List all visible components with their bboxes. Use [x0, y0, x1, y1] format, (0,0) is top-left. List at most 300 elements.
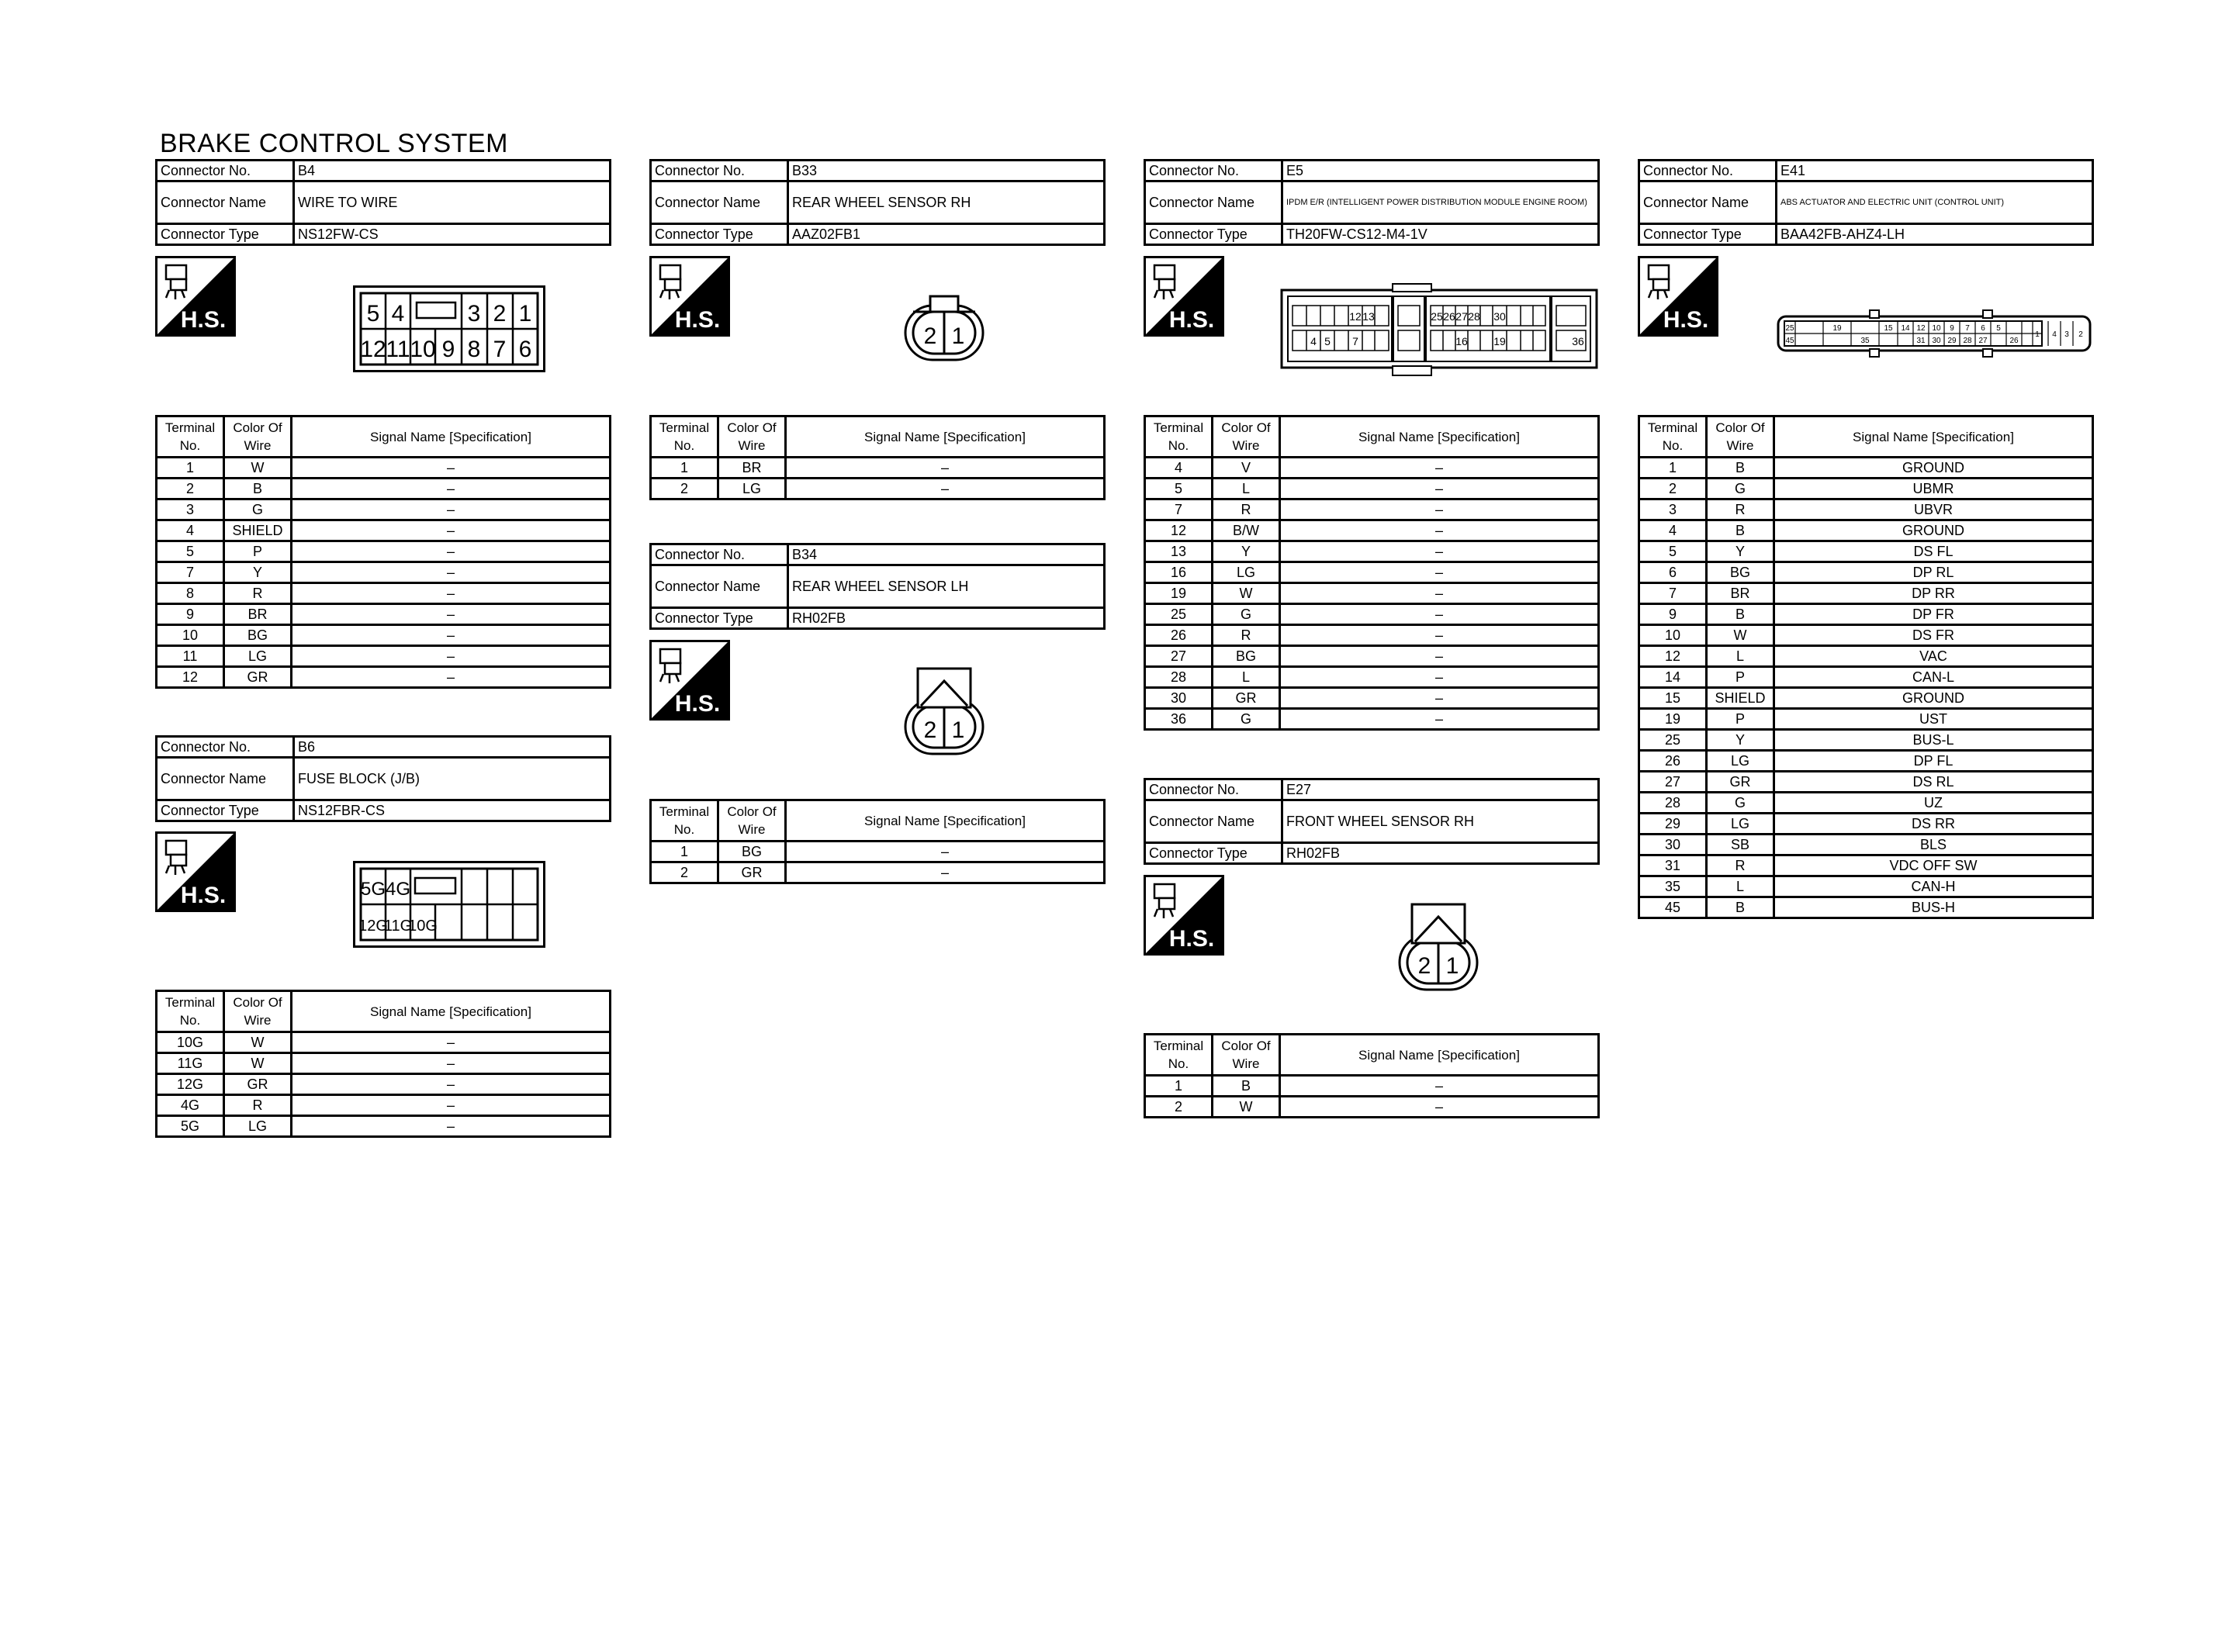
signal-name-cell: GROUND — [1774, 520, 2093, 541]
connector-type: BAA42FB-AHZ4-LH — [1777, 224, 2093, 245]
table-row — [1639, 479, 2093, 499]
svg-text:10G: 10G — [408, 918, 438, 935]
wire-color-cell: P — [224, 541, 292, 562]
table-row — [157, 520, 611, 541]
terminal-no-cell: 5 — [1639, 541, 1707, 562]
connector-name: FUSE BLOCK (J/B) — [294, 758, 611, 800]
connector-no: E41 — [1777, 161, 2093, 181]
terminal-no-header: Terminal No. — [1145, 416, 1213, 458]
table-row — [1145, 646, 1599, 667]
label: Connector Type — [1145, 843, 1282, 864]
signal-name-cell: – — [1280, 646, 1599, 667]
signal-name-cell: – — [292, 562, 611, 583]
terminal-no-cell: 10 — [1639, 625, 1707, 646]
svg-text:15: 15 — [1884, 324, 1893, 333]
label: Connector Type — [157, 224, 294, 245]
wire-color-cell: W — [1707, 625, 1774, 646]
svg-text:30: 30 — [1932, 337, 1941, 345]
svg-text:6: 6 — [1981, 324, 1985, 333]
connector-b4-diagram — [353, 285, 545, 372]
connector-b4-terminal-table — [155, 415, 611, 689]
table-row — [157, 1053, 611, 1074]
terminal-no-cell: 4 — [157, 520, 224, 541]
signal-name-cell: – — [1280, 541, 1599, 562]
terminal-no-cell: 1 — [651, 458, 718, 479]
wire-color-cell: BR — [224, 604, 292, 625]
table-row — [157, 562, 611, 583]
terminal-no-header: Terminal No. — [157, 416, 224, 458]
terminal-no-cell: 1 — [1639, 458, 1707, 479]
svg-text:11: 11 — [386, 337, 410, 362]
label: Connector Type — [651, 608, 788, 629]
signal-name-cell: – — [292, 458, 611, 479]
harness-side-icon — [155, 256, 236, 337]
terminal-no-cell: 7 — [1639, 583, 1707, 604]
terminal-no-cell: 26 — [1145, 625, 1213, 646]
terminal-no-cell: 27 — [1639, 772, 1707, 793]
svg-text:35: 35 — [1860, 337, 1870, 345]
connector-name: REAR WHEEL SENSOR LH — [788, 565, 1105, 608]
wire-color-cell: LG — [224, 1116, 292, 1137]
svg-text:12: 12 — [1916, 324, 1926, 333]
svg-text:2: 2 — [923, 323, 937, 349]
wire-color-cell: R — [224, 583, 292, 604]
svg-text:3: 3 — [2064, 330, 2069, 339]
terminal-no-cell: 30 — [1639, 835, 1707, 855]
signal-name-cell: CAN-L — [1774, 667, 2093, 688]
color-of-wire-header: Color Of Wire — [718, 416, 786, 458]
label: Connector Name — [1145, 181, 1282, 224]
signal-name-cell: VAC — [1774, 646, 2093, 667]
svg-text:9: 9 — [1950, 324, 1954, 333]
svg-text:3: 3 — [467, 301, 481, 327]
svg-text:45: 45 — [1785, 337, 1794, 345]
signal-name-cell: BUS-H — [1774, 897, 2093, 918]
wire-color-cell: W — [224, 458, 292, 479]
svg-text:31: 31 — [1916, 337, 1926, 345]
signal-name-cell: UZ — [1774, 793, 2093, 814]
wire-color-cell: P — [1707, 709, 1774, 730]
terminal-no-header: Terminal No. — [651, 416, 718, 458]
wire-color-cell: V — [1213, 458, 1280, 479]
connector-b4-header — [155, 159, 611, 246]
table-row — [1639, 604, 2093, 625]
signal-name-cell: – — [292, 479, 611, 499]
signal-name-cell: – — [1280, 625, 1599, 646]
connector-b33-diagram — [902, 295, 986, 363]
signal-name-cell: – — [1280, 604, 1599, 625]
svg-text:25: 25 — [1785, 324, 1794, 333]
connector-type: NS12FW-CS — [294, 224, 611, 245]
table-row — [1639, 772, 2093, 793]
table-row — [1145, 667, 1599, 688]
connector-b6-terminal-table — [155, 990, 611, 1138]
terminal-no-header: Terminal No. — [1145, 1035, 1213, 1076]
wire-color-cell: R — [1707, 499, 1774, 520]
label: Connector Name — [157, 758, 294, 800]
signal-name-cell: – — [292, 646, 611, 667]
wire-color-cell: BG — [1707, 562, 1774, 583]
connector-b6-diagram — [353, 861, 545, 948]
wire-color-cell: W — [224, 1053, 292, 1074]
svg-text:27: 27 — [1978, 337, 1988, 345]
wire-color-cell: Y — [1707, 541, 1774, 562]
terminal-no-cell: 6 — [1639, 562, 1707, 583]
signal-name-cell: BLS — [1774, 835, 2093, 855]
signal-name-cell: – — [292, 604, 611, 625]
wire-color-cell: BG — [718, 842, 786, 862]
signal-name-cell: – — [292, 1095, 611, 1116]
table-row — [1145, 1076, 1599, 1097]
wire-color-cell: L — [1707, 646, 1774, 667]
wire-color-cell: BR — [1707, 583, 1774, 604]
terminal-no-header: Terminal No. — [1639, 416, 1707, 458]
table-row — [157, 646, 611, 667]
signal-name-cell: DS RL — [1774, 772, 2093, 793]
connector-b33-terminal-table — [649, 415, 1106, 500]
connector-name: WIRE TO WIRE — [294, 181, 611, 224]
connector-type: RH02FB — [1282, 843, 1599, 864]
connector-e41-header — [1638, 159, 2094, 246]
terminal-no-cell: 1 — [1145, 1076, 1213, 1097]
signal-name-cell: UBMR — [1774, 479, 2093, 499]
terminal-no-cell: 28 — [1639, 793, 1707, 814]
wire-color-cell: G — [1707, 793, 1774, 814]
signal-name-cell: DS FL — [1774, 541, 2093, 562]
signal-name-cell: – — [1280, 479, 1599, 499]
wire-color-cell: R — [224, 1095, 292, 1116]
svg-text:2: 2 — [1417, 953, 1431, 979]
signal-name-cell: VDC OFF SW — [1774, 855, 2093, 876]
svg-text:2: 2 — [493, 301, 507, 327]
table-row — [1639, 709, 2093, 730]
wire-color-cell: G — [224, 499, 292, 520]
harness-side-icon — [1638, 256, 1718, 337]
table-row — [1639, 541, 2093, 562]
harness-side-icon — [1144, 256, 1224, 337]
table-row — [1145, 604, 1599, 625]
wire-color-cell: LG — [1707, 751, 1774, 772]
signal-name-cell: – — [292, 583, 611, 604]
terminal-no-cell: 19 — [1639, 709, 1707, 730]
connector-no: B34 — [788, 544, 1105, 565]
connector-type: TH20FW-CS12-M4-1V — [1282, 224, 1599, 245]
table-row — [651, 458, 1105, 479]
terminal-no-cell: 13 — [1145, 541, 1213, 562]
svg-text:27: 27 — [1455, 310, 1468, 323]
table-row — [651, 842, 1105, 862]
svg-text:7: 7 — [493, 337, 507, 362]
connector-e5-diagram — [1280, 282, 1598, 377]
table-row — [157, 1074, 611, 1095]
svg-text:7: 7 — [1352, 335, 1358, 347]
svg-text:1: 1 — [951, 323, 965, 349]
terminal-no-cell: 4 — [1639, 520, 1707, 541]
wire-color-cell: LG — [224, 646, 292, 667]
connector-e27-diagram — [1396, 901, 1480, 993]
table-row — [1639, 520, 2093, 541]
connector-name: ABS ACTUATOR AND ELECTRIC UNIT (CONTROL UNIT) — [1777, 181, 2093, 224]
label: Connector Name — [157, 181, 294, 224]
harness-side-icon — [155, 831, 236, 912]
terminal-no-cell: 12 — [1639, 646, 1707, 667]
color-of-wire-header: Color Of Wire — [1707, 416, 1774, 458]
terminal-no-cell: 9 — [157, 604, 224, 625]
svg-text:19: 19 — [1493, 335, 1506, 347]
table-row — [157, 458, 611, 479]
label: Connector Name — [1145, 800, 1282, 843]
table-row — [157, 499, 611, 520]
table-row — [1639, 667, 2093, 688]
svg-text:14: 14 — [1901, 324, 1910, 333]
svg-text:H.S.: H.S. — [674, 691, 721, 717]
label: Connector Type — [1145, 224, 1282, 245]
label: Connector No. — [1639, 161, 1777, 181]
table-row — [1145, 583, 1599, 604]
table-row — [157, 625, 611, 646]
table-row — [1639, 876, 2093, 897]
signal-name-cell: GROUND — [1774, 688, 2093, 709]
signal-name-header: Signal Name [Specification] — [1774, 416, 2093, 458]
svg-text:10: 10 — [1932, 324, 1941, 333]
terminal-no-cell: 10G — [157, 1032, 224, 1053]
table-row — [1639, 583, 2093, 604]
label: Connector Type — [651, 224, 788, 245]
table-row — [157, 583, 611, 604]
label: Connector No. — [157, 737, 294, 758]
table-row — [1145, 541, 1599, 562]
label: Connector Type — [1639, 224, 1777, 245]
signal-name-cell: UBVR — [1774, 499, 2093, 520]
signal-name-cell: – — [292, 520, 611, 541]
table-row — [1639, 835, 2093, 855]
terminal-no-cell: 10 — [157, 625, 224, 646]
table-row — [1145, 562, 1599, 583]
wire-color-cell: BR — [718, 458, 786, 479]
color-of-wire-header: Color Of Wire — [1213, 416, 1280, 458]
svg-text:12: 12 — [1349, 310, 1362, 323]
wire-color-cell: LG — [1213, 562, 1280, 583]
signal-name-cell: – — [1280, 520, 1599, 541]
terminal-no-cell: 4 — [1145, 458, 1213, 479]
signal-name-cell: – — [1280, 1076, 1599, 1097]
color-of-wire-header: Color Of Wire — [1213, 1035, 1280, 1076]
wire-color-cell: GR — [224, 1074, 292, 1095]
wire-color-cell: G — [1707, 479, 1774, 499]
svg-text:12: 12 — [360, 337, 386, 362]
svg-text:12G: 12G — [358, 918, 388, 935]
table-row — [1145, 499, 1599, 520]
label: Connector No. — [157, 161, 294, 181]
wire-color-cell: L — [1213, 479, 1280, 499]
table-row — [157, 1116, 611, 1137]
signal-name-cell: DP FL — [1774, 751, 2093, 772]
signal-name-cell: – — [292, 1053, 611, 1074]
svg-text:11G: 11G — [383, 918, 413, 935]
terminal-no-cell: 19 — [1145, 583, 1213, 604]
terminal-no-cell: 7 — [157, 562, 224, 583]
signal-name-cell: CAN-H — [1774, 876, 2093, 897]
wire-color-cell: BG — [224, 625, 292, 646]
terminal-no-cell: 30 — [1145, 688, 1213, 709]
terminal-no-header: Terminal No. — [157, 991, 224, 1032]
svg-text:5: 5 — [1324, 335, 1331, 347]
wire-color-cell: R — [1213, 625, 1280, 646]
connector-name: IPDM E/R (INTELLIGENT POWER DISTRIBUTION MODULE ENGINE ROOM) — [1282, 181, 1599, 224]
terminal-no-cell: 9 — [1639, 604, 1707, 625]
svg-text:28: 28 — [1963, 337, 1972, 345]
svg-text:1: 1 — [951, 717, 965, 743]
signal-name-cell: – — [292, 1032, 611, 1053]
wire-color-cell: B — [1707, 897, 1774, 918]
svg-text:H.S.: H.S. — [674, 307, 721, 333]
wire-color-cell: GR — [224, 667, 292, 688]
connector-type: RH02FB — [788, 608, 1105, 629]
signal-name-cell: – — [1280, 499, 1599, 520]
harness-side-icon — [649, 640, 730, 721]
wire-color-cell: B — [1707, 520, 1774, 541]
label: Connector Name — [651, 181, 788, 224]
table-row — [1145, 688, 1599, 709]
table-row — [1145, 1097, 1599, 1118]
terminal-no-cell: 2 — [651, 479, 718, 499]
table-row — [1145, 458, 1599, 479]
svg-text:7: 7 — [1965, 324, 1970, 333]
terminal-no-cell: 35 — [1639, 876, 1707, 897]
table-row — [1145, 479, 1599, 499]
signal-name-header: Signal Name [Specification] — [292, 991, 611, 1032]
label: Connector No. — [1145, 779, 1282, 800]
terminal-no-cell: 28 — [1145, 667, 1213, 688]
connector-no: E27 — [1282, 779, 1599, 800]
signal-name-cell: GROUND — [1774, 458, 2093, 479]
wire-color-cell: L — [1707, 876, 1774, 897]
connector-b6-header — [155, 735, 611, 822]
terminal-no-cell: 5 — [1145, 479, 1213, 499]
terminal-no-cell: 2 — [1639, 479, 1707, 499]
signal-name-cell: – — [292, 1116, 611, 1137]
wire-color-cell: GR — [718, 862, 786, 883]
table-row — [1639, 897, 2093, 918]
svg-text:19: 19 — [1832, 324, 1842, 333]
table-row — [651, 479, 1105, 499]
svg-text:26: 26 — [1443, 310, 1455, 323]
svg-text:H.S.: H.S. — [1168, 926, 1215, 952]
signal-name-cell: – — [292, 499, 611, 520]
signal-name-cell: – — [1280, 583, 1599, 604]
terminal-no-cell: 25 — [1639, 730, 1707, 751]
table-row — [157, 1095, 611, 1116]
svg-text:1: 1 — [1445, 953, 1459, 979]
signal-name-cell: – — [1280, 458, 1599, 479]
wire-color-cell: Y — [1707, 730, 1774, 751]
svg-text:9: 9 — [441, 337, 455, 362]
connector-name: FRONT WHEEL SENSOR RH — [1282, 800, 1599, 843]
terminal-no-cell: 29 — [1639, 814, 1707, 835]
svg-text:1: 1 — [518, 301, 532, 327]
svg-text:28: 28 — [1468, 310, 1480, 323]
wire-color-cell: GR — [1213, 688, 1280, 709]
wire-color-cell: B — [1707, 604, 1774, 625]
terminal-no-cell: 12G — [157, 1074, 224, 1095]
terminal-no-cell: 26 — [1639, 751, 1707, 772]
terminal-no-cell: 2 — [157, 479, 224, 499]
terminal-no-cell: 45 — [1639, 897, 1707, 918]
terminal-no-cell: 4G — [157, 1095, 224, 1116]
connector-e41-terminal-table — [1638, 415, 2094, 919]
table-row — [1145, 520, 1599, 541]
terminal-no-cell: 5 — [157, 541, 224, 562]
terminal-no-cell: 11G — [157, 1053, 224, 1074]
connector-no: B6 — [294, 737, 611, 758]
wire-color-cell: R — [1707, 855, 1774, 876]
svg-text:5: 5 — [366, 301, 380, 327]
wire-color-cell: SHIELD — [1707, 688, 1774, 709]
signal-name-cell: – — [292, 625, 611, 646]
wire-color-cell: R — [1213, 499, 1280, 520]
svg-text:8: 8 — [467, 337, 481, 362]
signal-name-cell: DS FR — [1774, 625, 2093, 646]
svg-text:10: 10 — [410, 337, 436, 362]
table-row — [1639, 625, 2093, 646]
table-row — [1639, 855, 2093, 876]
signal-name-cell: UST — [1774, 709, 2093, 730]
signal-name-cell: – — [786, 479, 1105, 499]
table-row — [1639, 688, 2093, 709]
svg-text:2: 2 — [2078, 330, 2083, 339]
connector-type: NS12FBR-CS — [294, 800, 611, 821]
harness-side-icon — [1144, 875, 1224, 956]
table-row — [1145, 625, 1599, 646]
svg-text:1: 1 — [2035, 330, 2040, 339]
table-row — [1639, 562, 2093, 583]
label: Connector Name — [1639, 181, 1777, 224]
wire-color-cell: G — [1213, 604, 1280, 625]
svg-text:29: 29 — [1947, 337, 1957, 345]
svg-text:36: 36 — [1572, 335, 1584, 347]
terminal-no-cell: 36 — [1145, 709, 1213, 730]
terminal-no-cell: 27 — [1145, 646, 1213, 667]
connector-no: B4 — [294, 161, 611, 181]
wire-color-cell: GR — [1707, 772, 1774, 793]
table-row — [1639, 730, 2093, 751]
signal-name-cell: – — [786, 862, 1105, 883]
connector-e41-diagram — [1777, 307, 2092, 361]
connector-b34-diagram — [902, 665, 986, 757]
wire-color-cell: LG — [718, 479, 786, 499]
svg-text:H.S.: H.S. — [180, 883, 227, 908]
signal-name-cell: – — [292, 541, 611, 562]
terminal-no-cell: 14 — [1639, 667, 1707, 688]
signal-name-header: Signal Name [Specification] — [1280, 416, 1599, 458]
terminal-no-cell: 8 — [157, 583, 224, 604]
signal-name-cell: DP FR — [1774, 604, 2093, 625]
label: Connector Name — [651, 565, 788, 608]
color-of-wire-header: Color Of Wire — [224, 991, 292, 1032]
svg-text:4: 4 — [1310, 335, 1317, 347]
signal-name-cell: – — [292, 667, 611, 688]
svg-text:30: 30 — [1493, 310, 1506, 323]
wire-color-cell: SB — [1707, 835, 1774, 855]
svg-text:2: 2 — [923, 717, 937, 743]
svg-text:4G: 4G — [385, 879, 411, 900]
table-row — [1639, 499, 2093, 520]
wire-color-cell: B — [1707, 458, 1774, 479]
terminal-no-cell: 25 — [1145, 604, 1213, 625]
wire-color-cell: Y — [1213, 541, 1280, 562]
wire-color-cell: SHIELD — [224, 520, 292, 541]
terminal-no-cell: 15 — [1639, 688, 1707, 709]
